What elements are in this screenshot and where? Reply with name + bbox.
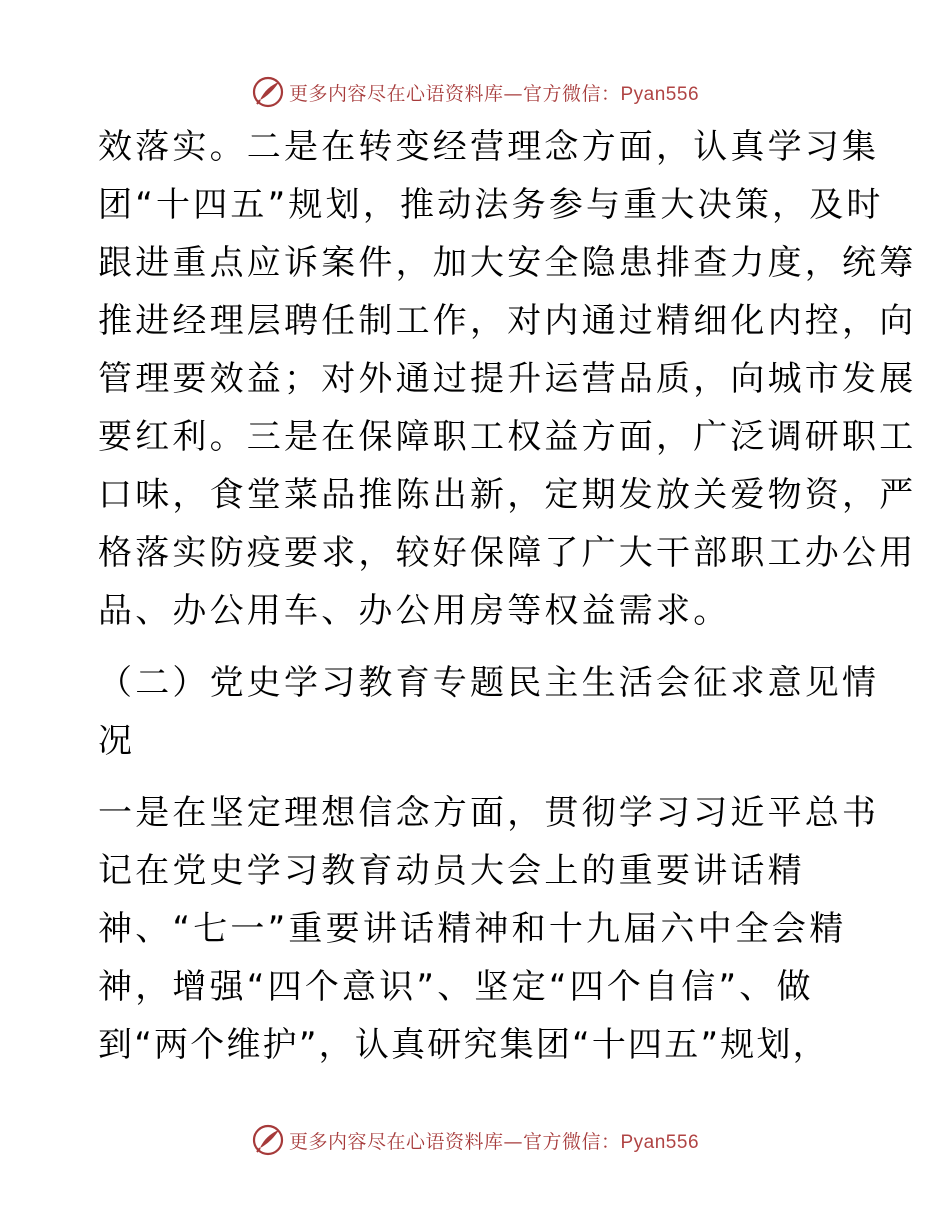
text-line: 要红利。三是在保障职工权益方面，广泛调研职工 xyxy=(98,417,917,457)
paragraph-2 xyxy=(98,784,880,1074)
watermark-text: 更多内容尽在心语资料库—官方微信：Pyan556 xyxy=(288,1130,700,1153)
text-line: 神，增强“四个意识”、坚定“四个自信”、做 xyxy=(98,967,814,1007)
text-line: 效落实。二是在转变经营理念方面，认真学习集 xyxy=(98,127,880,167)
watermark-text: 更多内容尽在心语资料库—官方微信：Pyan556 xyxy=(288,82,700,105)
text-line: 记在党史学习教育动员大会上的重要讲话精 xyxy=(98,851,805,891)
text-line: 格落实防疫要求，较好保障了广大干部职工办公用 xyxy=(98,533,917,573)
heading-line: （二）党史学习教育专题民主生活会征求意见情 xyxy=(98,663,880,703)
text-line: 到“两个维护”，认真研究集团“十四五”规划， xyxy=(98,1025,829,1065)
footer-watermark xyxy=(0,1120,950,1160)
text-line: 团“十四五”规划，推动法务参与重大决策，及时 xyxy=(98,185,884,225)
text-line: 口味，食堂菜品推陈出新，定期发放关爱物资，严 xyxy=(98,475,917,515)
section-heading xyxy=(98,654,880,770)
document-body xyxy=(98,118,917,1074)
paragraph-1 xyxy=(98,118,917,640)
feather-pen-logo-icon xyxy=(251,75,285,109)
heading-line: 况 xyxy=(98,721,136,761)
text-line: 神、“七一”重要讲话精神和十九届六中全会精 xyxy=(98,909,847,949)
text-line: 一是在坚定理想信念方面，贯彻学习习近平总书 xyxy=(98,793,880,833)
text-line: 推进经理层聘任制工作，对内通过精细化内控，向 xyxy=(98,301,917,341)
text-line: 品、办公用车、办公用房等权益需求。 xyxy=(98,591,731,631)
feather-pen-logo-icon xyxy=(251,1123,285,1157)
text-line: 跟进重点应诉案件，加大安全隐患排查力度，统筹 xyxy=(98,243,917,283)
header-watermark xyxy=(0,72,950,112)
text-line: 管理要效益；对外通过提升运营品质，向城市发展 xyxy=(98,359,917,399)
